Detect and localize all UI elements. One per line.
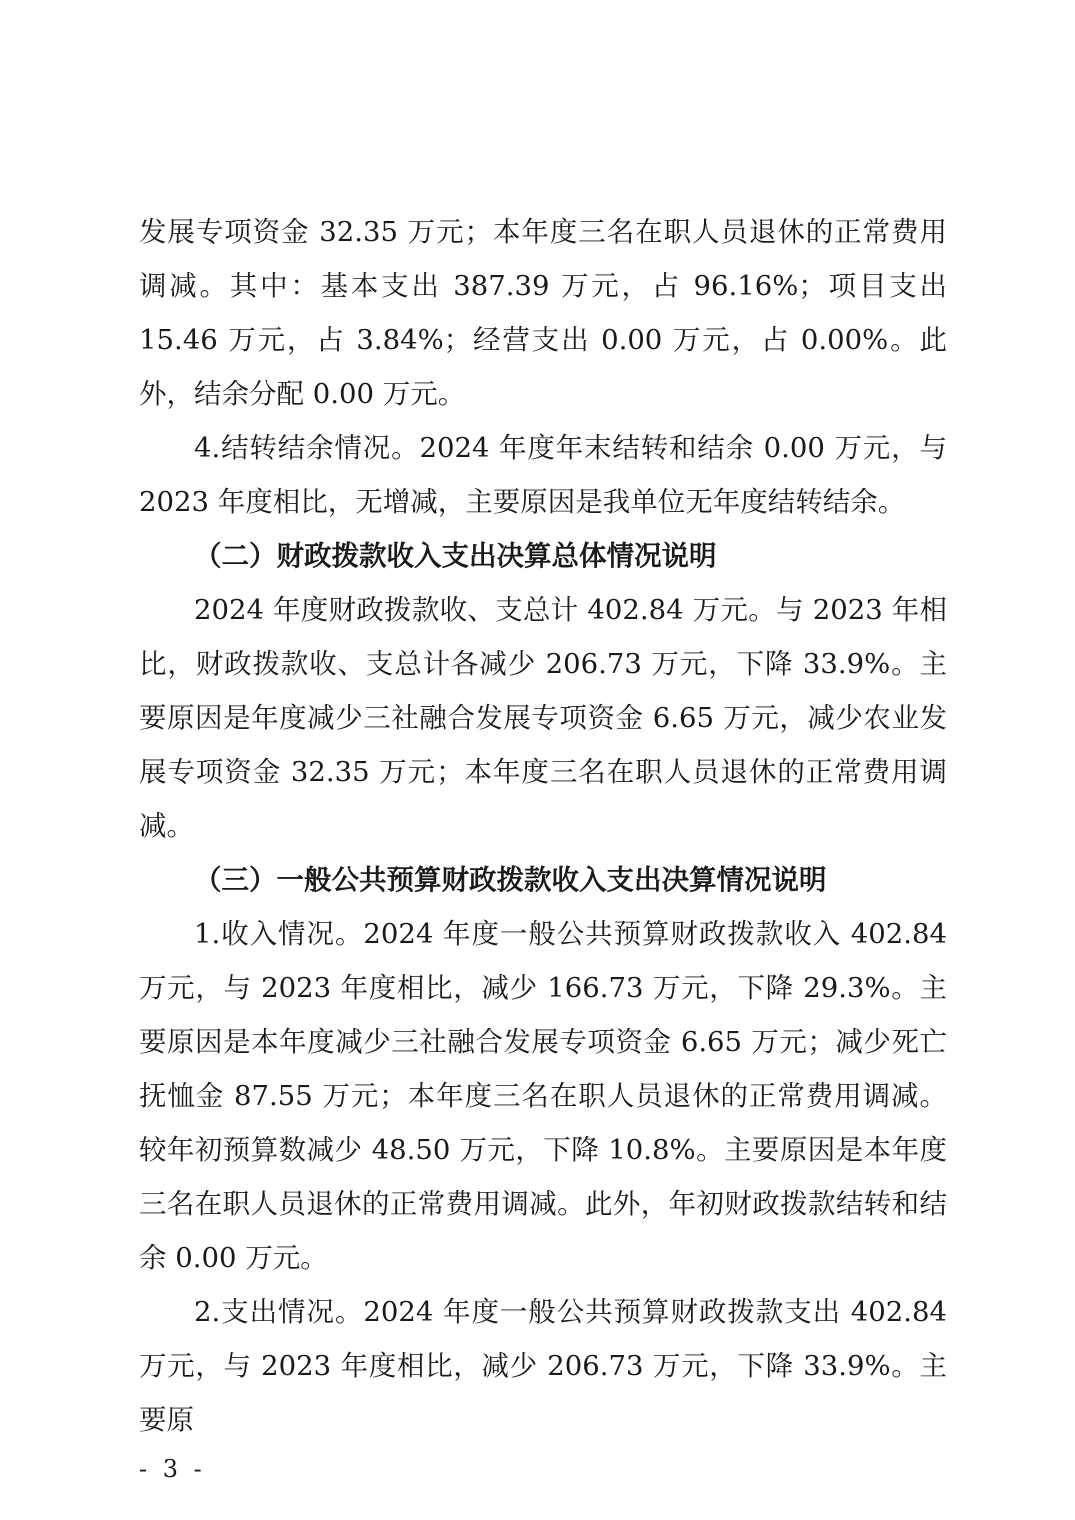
paragraph-income: 1.收入情况。2024 年度一般公共预算财政拨款收入 402.84 万元，与 2023 年度相比，减少 166.73 万元，下降 29.3%。主要原因是本年度减少三社融合发展专项资金 6.65 万元；减少死亡抚恤金 87.55 万元；本年度三名在职人员退休的正常费用调减。较年初预算数减少 48.50 万元，下降 10.8%。主要原因是本年度三名在职人员退休的正常费用调减。此外，年初财政拨款结转和结余 0.00 万元。 (139, 918, 947, 1274)
section-heading-3: （三）一般公共预算财政拨款收入支出决算情况说明 (194, 864, 827, 896)
document-body (139, 205, 947, 1447)
section-heading-2: （二）财政拨款收入支出决算总体情况说明 (194, 540, 717, 572)
paragraph-carryover-balance: 4.结转结余情况。2024 年度年末结转和结余 0.00 万元，与 2023 年度相比，无增减，主要原因是我单位无年度结转结余。 (139, 432, 947, 518)
page-number: - 3 - (139, 1455, 206, 1483)
paragraph-continuation: 发展专项资金 32.35 万元；本年度三名在职人员退休的正常费用调减。其中：基本支出 387.39 万元，占 96.16%；项目支出 15.46 万元，占 3.84%；经营支出 0.00 万元，占 0.00%。此外，结余分配 0.00 万元。 (139, 216, 947, 410)
paragraph-expenditure: 2.支出情况。2024 年度一般公共预算财政拨款支出 402.84 万元，与 2023 年度相比，减少 206.73 万元，下降 33.9%。主要原 (139, 1296, 947, 1436)
paragraph-fiscal-overview: 2024 年度财政拨款收、支总计 402.84 万元。与 2023 年相比，财政拨款收、支总计各减少 206.73 万元，下降 33.9%。主要原因是年度减少三社融合发展专项资金 6.65 万元，减少农业发展专项资金 32.35 万元；本年度三名在职人员退休的正常费用调减。 (139, 594, 947, 842)
